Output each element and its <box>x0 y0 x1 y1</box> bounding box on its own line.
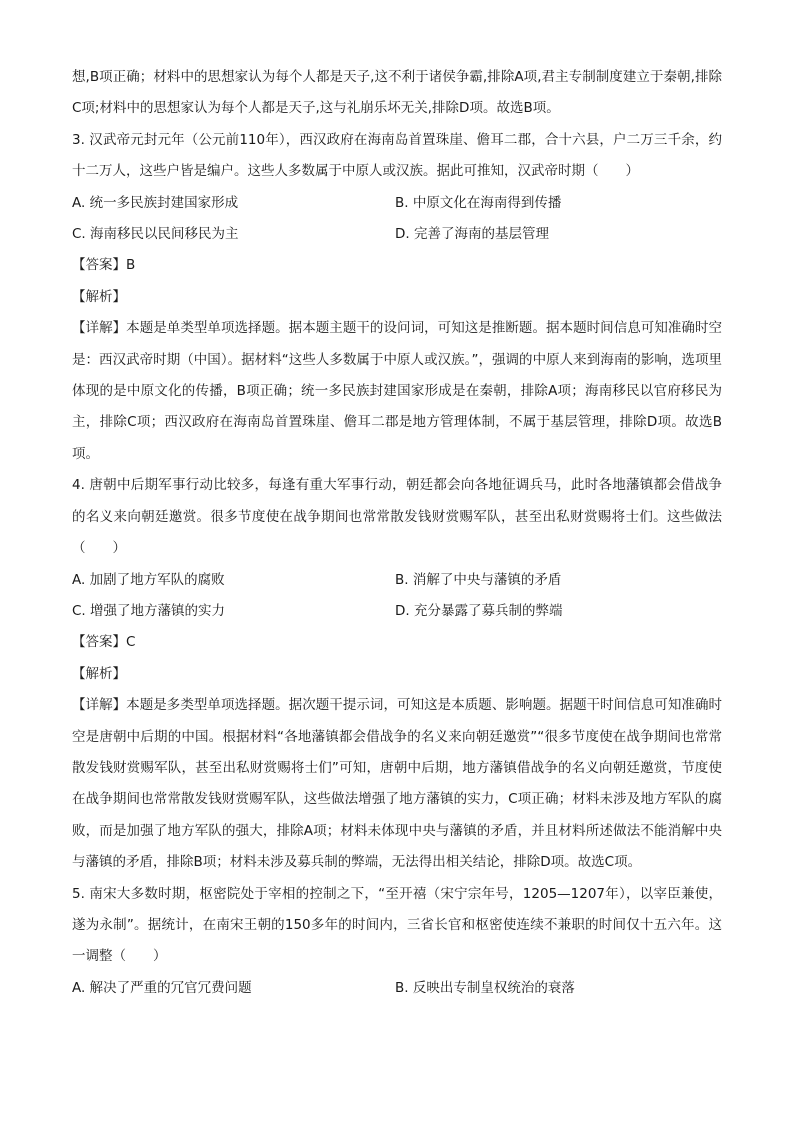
q4-options-row-1 <box>72 565 722 596</box>
q4-analysis-label: 【解析】 <box>72 665 126 682</box>
answer-label: 【答案】 <box>72 634 126 651</box>
q3-option-d: D. 完善了海南的基层管理 <box>395 226 549 243</box>
q3-detail <box>72 313 722 470</box>
q3-answer <box>72 250 722 281</box>
detail-label: 【详解】 <box>72 320 127 337</box>
q3-analysis-label: 【解析】 <box>72 288 126 305</box>
q4-detail <box>72 690 722 878</box>
detail-label: 【详解】 <box>72 697 127 714</box>
document-page <box>72 62 722 1004</box>
q3-options-row-1 <box>72 188 722 219</box>
q3-option-c: C. 海南移民以民间移民为主 <box>72 226 239 243</box>
q4-option-b: B. 消解了中央与藩镇的矛盾 <box>395 571 562 588</box>
q5-stem: 5. 南宋大多数时期，枢密院处于宰相的控制之下，“至开禧（宋宁宗年号，1205—1207年），以宰臣兼使，遂为永制”。据统计，在南宋王朝的150多年的时间内，三省长官和枢密使连续不兼职的时间仅十五六年。这一调整（ ） <box>72 885 722 965</box>
q4-option-d: D. 充分暴露了募兵制的弊端 <box>395 602 563 619</box>
q5-options-row-1 <box>72 973 722 1004</box>
q4-options-row-2 <box>72 596 722 627</box>
detail-text: 本题是单类型单项选择题。据本题主题干的设问词，可知这是推断题。据本题时间信息可知准确时空是：西汉武帝时期（中国）。据材料“这些人多数属于中原人或汉族。”，强调的中原人来到海南的影响，选项里体现的是中原文化的传播，B项正确；统一多民族封建国家形成是在秦朝，排除A项；海南移民以官府移民为主，排除C项；西汉政府在海南岛首置珠崖、儋耳二郡是地方管理体制，不属于基层管理，排除D项。故选B项。 <box>72 320 723 462</box>
q4-option-c: C. 增强了地方藩镇的实力 <box>72 602 226 619</box>
detail-text: 本题是多类型单项选择题。据次题干提示词，可知这是本质题、影响题。据题干时间信息可知准确时空是唐朝中后期的中国。根据材料“各地藩镇都会借战争的名义来向朝廷邀赏”“很多节度使在战争期间也常常散发钱财赏赐军队，甚至出私财赏赐将士们”可知，唐朝中后期，地方藩镇借战争的名义向朝廷邀赏，节度使在战争期间也常常散发钱财赏赐军队，这些做法增强了地方藩镇的实力，C项正确；材料未涉及地方军队的腐败，而是加强了地方军队的强大，排除A项；材料未体现中央与藩镇的矛盾，并且材料所述做法不能消解中央与藩镇的矛盾，排除B项；材料未涉及募兵制的弊端，无法得出相关结论，排除D项。故选C项。 <box>72 697 723 871</box>
q5-option-b: B. 反映出专制皇权统治的衰落 <box>395 979 575 996</box>
q5-option-a: A. 解决了严重的冗官冗费问题 <box>72 979 252 996</box>
q3-option-b: B. 中原文化在海南得到传播 <box>395 194 562 211</box>
answer-value: C <box>126 634 136 651</box>
q2-analysis-tail: 想,B项正确；材料中的思想家认为每个人都是天子,这不利于诸侯争霸,排除A项,君主专制制度建立于秦朝,排除C项;材料中的思想家认为每个人都是天子,这与礼崩乐坏无关,排除D项。故选B项。 <box>72 69 722 117</box>
q3-options-row-2 <box>72 219 722 250</box>
q4-answer <box>72 627 722 658</box>
q4-option-a: A. 加剧了地方军队的腐败 <box>72 571 225 588</box>
q4-stem: 4. 唐朝中后期军事行动比较多，每逢有重大军事行动，朝廷都会向各地征调兵马，此时各地藩镇都会借战争的名义来向朝廷邀赏。很多节度使在战争期间也常常散发钱财赏赐军队，甚至出私财赏赐将士们。这些做法（ ） <box>72 477 722 557</box>
q3-stem: 3. 汉武帝元封元年（公元前110年），西汉政府在海南岛首置珠崖、儋耳二郡，合十六县，户二万三千余，约十二万人，这些户皆是编户。这些人多数属于中原人或汉族。据此可推知，汉武帝时期（ ） <box>72 131 722 180</box>
answer-value: B <box>126 257 136 274</box>
q3-option-a: A. 统一多民族封建国家形成 <box>72 194 239 211</box>
answer-label: 【答案】 <box>72 257 126 274</box>
